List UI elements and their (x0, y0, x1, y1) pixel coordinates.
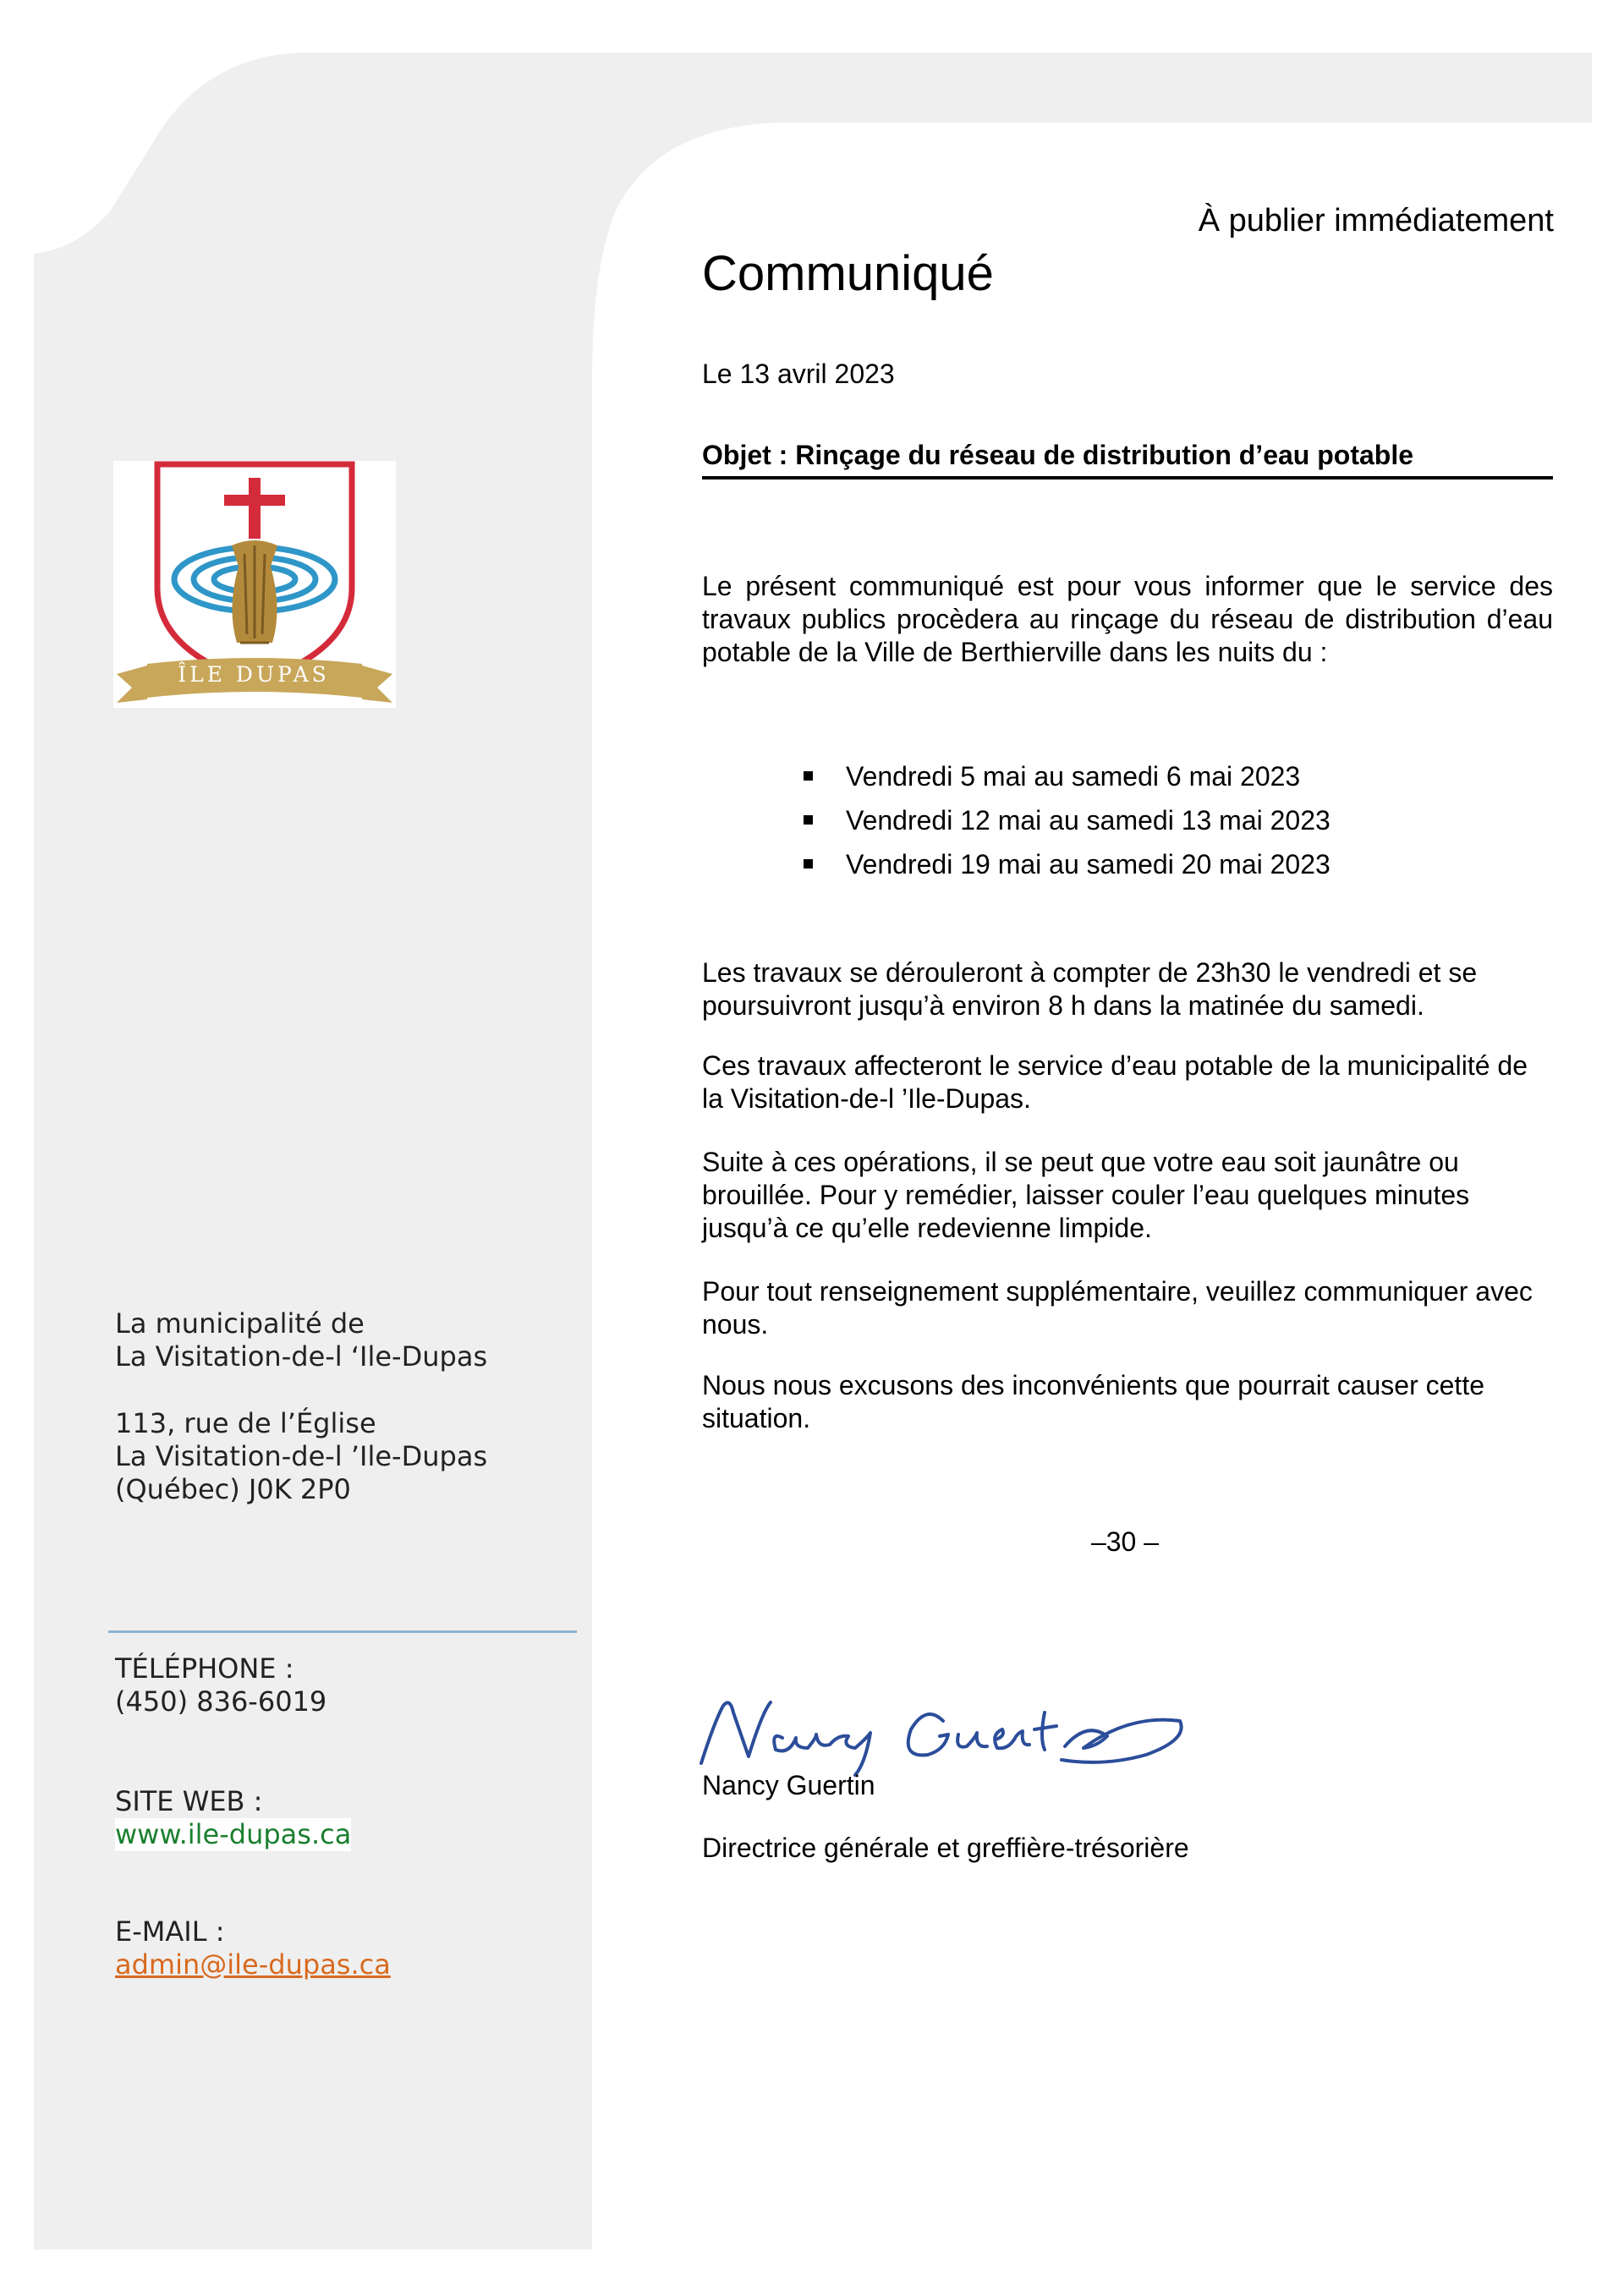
address-line1: 113, rue de l’Église (115, 1407, 376, 1439)
end-mark: –30 – (1090, 1526, 1160, 1557)
org-name-line1: La municipalité de (115, 1307, 365, 1340)
signer-title: Directrice générale et greffière-trésorière (702, 1833, 1189, 1863)
email-label: E-MAIL : (115, 1915, 225, 1948)
subject-line: Objet : Rinçage du réseau de distribution d’eau potable (702, 440, 1553, 479)
handwritten-signature (689, 1687, 1188, 1780)
paragraph-impact: Ces travaux affecteront le service d’eau potable de la municipalité de la Visitation-de-l ’Ile-Dupas. (702, 1050, 1528, 1114)
list-item: Vendredi 12 mai au samedi 13 mai 2023 (846, 803, 1330, 847)
email-link[interactable]: admin@ile-dupas.ca (115, 1948, 391, 1981)
document-date: Le 13 avril 2023 (702, 359, 895, 389)
paragraph-schedule: Les travaux se dérouleront à compter de 23h30 le vendredi et se poursuivront jusqu’à environ 8 h dans la matinée du samedi. (702, 957, 1478, 1021)
signer-name: Nancy Guertin (702, 1770, 875, 1800)
bullet-icon (804, 771, 813, 781)
page-title: Communiqué (702, 246, 994, 301)
list-item: Vendredi 19 mai au samedi 20 mai 2023 (846, 847, 1330, 891)
sidebar-divider (108, 1630, 577, 1633)
intro-paragraph: Le présent communiqué est pour vous informer que le service des travaux publics procèdera au rinçage du réseau de distribution d’eau potable de la Ville de Berthierville dans les nuits du : (702, 571, 1553, 667)
address-line2: La Visitation-de-l ’Ile-Dupas (115, 1440, 488, 1472)
publish-note: À publier immédiatement (1198, 203, 1554, 238)
org-name-line2: La Visitation-de-l ‘Ile-Dupas (115, 1340, 488, 1373)
website-label: SITE WEB : (115, 1785, 263, 1817)
phone-number: (450) 836-6019 (115, 1685, 327, 1718)
phone-label: TÉLÉPHONE : (115, 1652, 294, 1685)
dates-list (846, 759, 1330, 891)
paragraph-contact: Pour tout renseignement supplémentaire, veuillez communiquer avec nous. (702, 1276, 1533, 1340)
paragraph-water-quality: Suite à ces opérations, il se peut que votre eau soit jaunâtre ou brouillée. Pour y remédier, laisser couler l’eau quelques minutes jusqu’à ce qu’elle redevienne limpide. (702, 1147, 1470, 1243)
address-line3: (Québec) J0K 2P0 (115, 1473, 351, 1505)
paragraph-apology: Nous nous excusons des inconvénients que pourrait causer cette situation. (702, 1370, 1484, 1433)
bullet-icon (804, 815, 813, 825)
list-item: Vendredi 5 mai au samedi 6 mai 2023 (846, 759, 1330, 803)
bullet-icon (804, 859, 813, 869)
website-link[interactable]: www.ile-dupas.ca (115, 1818, 352, 1850)
logo-ribbon-text: ÎLE DUPAS (178, 662, 330, 687)
